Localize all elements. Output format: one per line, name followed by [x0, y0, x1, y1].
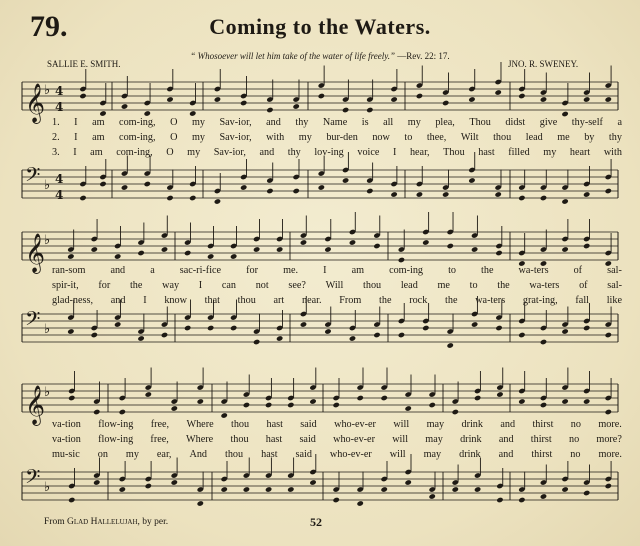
lyric-word: my: [187, 147, 201, 158]
lyric-word: with: [603, 147, 622, 158]
lyric-word: glad-ness,: [52, 295, 94, 306]
lyric-word: more.: [598, 419, 622, 430]
lyric-word: ran-som: [52, 265, 86, 276]
treble-clef-icon: 𝄞: [25, 233, 46, 273]
lyric-word: the: [445, 295, 458, 306]
lyric-word: my: [191, 132, 205, 143]
lyric-word: I: [143, 295, 147, 306]
lyric-word: flow-ing: [98, 419, 134, 430]
lyric-word: know: [164, 295, 187, 306]
lyric-word: com-ing,: [119, 117, 156, 128]
lyric-word: of: [573, 265, 583, 276]
lyric-word: no: [570, 419, 581, 430]
lyric-word: 3.: [52, 147, 60, 158]
lyric-word: can: [221, 280, 236, 291]
lyric-word: thou: [237, 295, 256, 306]
lyric-word: thy: [295, 117, 309, 128]
lyric-word: free,: [150, 434, 169, 445]
lyric-word: and: [110, 295, 126, 306]
lyric-word: give: [539, 117, 558, 128]
lyric-word: I: [392, 147, 397, 158]
lyric-word: ear,: [156, 449, 172, 460]
lyric-word: wa-ters: [475, 295, 506, 306]
lyricist-credit: SALLIE E. SMITH.: [47, 59, 121, 69]
bass-staff-system-1: [0, 164, 640, 214]
lyric-word: the: [129, 280, 143, 291]
lyric-word: am: [351, 265, 365, 276]
lyric-word: with: [266, 132, 285, 143]
lyric-word: for: [98, 280, 111, 291]
epigraph-quote: “ Whosoever will let him take of the water of life freely.”: [190, 51, 395, 61]
lyric-word: hast: [261, 449, 278, 460]
lyric-word: 2.: [52, 132, 60, 143]
lyric-word: Thou: [469, 117, 491, 128]
bass-clef-icon: 𝄢: [25, 307, 41, 335]
lyric-word: I: [323, 265, 327, 276]
lyric-word: me.: [283, 265, 299, 276]
lyric-word: grat-ing,: [522, 295, 558, 306]
lyric-line: [52, 450, 622, 460]
lyric-word: Name: [322, 117, 348, 128]
bass-staff-system-3: [0, 466, 640, 516]
lyric-word: thirst: [532, 419, 554, 430]
lyric-word: I: [74, 117, 78, 128]
lyric-word: who-ev-er: [333, 434, 375, 445]
lyric-word: thou: [230, 434, 249, 445]
lyric-word: the: [497, 280, 510, 291]
lyric-word: my: [543, 147, 557, 158]
lyric-word: lead: [525, 132, 543, 143]
lyric-word: 1.: [52, 117, 60, 128]
lyric-word: spir-it,: [52, 280, 79, 291]
source-suffix: , by per.: [137, 517, 169, 527]
lyric-word: thou: [231, 419, 250, 430]
lyric-word: thou: [363, 280, 382, 291]
lyric-word: near.: [301, 295, 322, 306]
lyric-line: [52, 281, 622, 291]
lyric-word: no: [568, 434, 580, 445]
lyric-word: didst: [505, 117, 526, 128]
lyric-word: plea,: [435, 117, 455, 128]
svg-text:4: 4: [55, 172, 64, 186]
source-credit: [44, 517, 168, 527]
lyric-word: said: [300, 419, 317, 430]
lyric-word: From: [339, 295, 362, 306]
lyric-word: Sav-ior,: [219, 132, 252, 143]
lyric-word: lead: [400, 280, 418, 291]
bass-staff-system-2: [0, 308, 640, 358]
lyric-word: thy-self: [571, 117, 603, 128]
lyric-word: who-ev-er: [329, 449, 372, 460]
lyric-word: filled: [508, 147, 530, 158]
hymn-number: 79.: [30, 10, 68, 43]
lyric-word: com-ing,: [116, 147, 153, 158]
lyric-word: all: [383, 117, 394, 128]
flat-icon: ♭: [44, 178, 51, 193]
lyric-word: and: [498, 449, 514, 460]
lyric-word: am: [90, 147, 103, 158]
lyric-word: thirst: [530, 434, 552, 445]
lyric-word: may: [426, 419, 445, 430]
lyric-word: thou: [225, 449, 244, 460]
lyric-word: O: [166, 147, 174, 158]
lyric-word: am: [92, 132, 105, 143]
lyric-word: on: [97, 449, 108, 460]
lyric-word: Sav-ior,: [213, 147, 246, 158]
lyric-word: free,: [150, 419, 170, 430]
lyric-line: [52, 296, 622, 306]
lyric-word: thy: [287, 147, 301, 158]
lyric-word: my: [125, 449, 139, 460]
lyric-word: to: [448, 265, 456, 276]
flat-icon: ♭: [44, 385, 51, 400]
epigraph-reference: —Rev. 22: 17.: [397, 51, 450, 61]
lyric-word: said: [299, 434, 316, 445]
lyric-line: [52, 435, 622, 445]
lyric-word: will: [392, 434, 409, 445]
lyric-word: Wilt: [460, 132, 479, 143]
lyric-word: sac-ri-fice: [179, 265, 222, 276]
lyric-word: I: [198, 280, 203, 291]
lyric-word: thy: [608, 132, 622, 143]
flat-icon: ♭: [44, 480, 51, 495]
lyric-word: the: [379, 295, 392, 306]
lyric-word: lov-ing: [314, 147, 344, 158]
lyric-word: Where: [186, 434, 214, 445]
lyric-word: hast: [478, 147, 495, 158]
lyric-word: com-ing: [389, 265, 424, 276]
lyric-word: flow-ing: [98, 434, 134, 445]
lyric-word: I: [73, 147, 77, 158]
lyric-word: va-tion: [52, 434, 81, 445]
lyric-word: O: [170, 132, 178, 143]
lyric-word: my: [298, 132, 312, 143]
lyric-word: a: [617, 117, 622, 128]
lyric-word: drink: [460, 434, 482, 445]
lyric-word: hear,: [409, 147, 430, 158]
lyric-word: hast: [265, 434, 283, 445]
lyric-word: va-tion: [52, 419, 81, 430]
source-title: Glad Hallelujah: [66, 517, 138, 527]
lyric-word: drink: [461, 419, 483, 430]
treble-clef-icon: 𝄞: [25, 385, 46, 425]
lyric-word: thou: [493, 132, 512, 143]
lyric-line: [52, 266, 622, 276]
lyric-word: now: [372, 132, 390, 143]
lyric-word: am: [92, 117, 105, 128]
lyric-line: [52, 420, 622, 430]
lyric-line: [52, 148, 622, 158]
lyric-word: for: [246, 265, 259, 276]
lyric-word: drink: [459, 449, 481, 460]
lyric-word: more.: [598, 449, 622, 460]
lyric-word: not: [255, 280, 269, 291]
lyric-word: thirst: [531, 449, 553, 460]
svg-text:4: 4: [55, 100, 64, 114]
lyric-word: that: [204, 295, 220, 306]
svg-text:4: 4: [55, 84, 64, 98]
lyric-word: O: [170, 117, 178, 128]
lyric-word: is: [361, 117, 369, 128]
lyric-word: no: [570, 449, 581, 460]
lyric-line: [52, 133, 622, 143]
lyric-word: said: [295, 449, 312, 460]
lyric-word: the: [481, 265, 494, 276]
lyric-word: and: [498, 434, 514, 445]
lyric-word: me: [557, 132, 570, 143]
lyric-word: and: [500, 419, 516, 430]
lyric-word: sal-: [607, 265, 622, 276]
lyric-word: like: [606, 295, 622, 306]
treble-clef-icon: 𝄞: [25, 83, 46, 123]
lyric-word: will: [393, 419, 410, 430]
lyric-word: and: [259, 147, 275, 158]
lyric-word: sal-: [607, 280, 622, 291]
flat-icon: ♭: [44, 83, 51, 98]
lyric-word: of: [579, 280, 588, 291]
lyric-word: and: [266, 117, 281, 128]
lyric-word: my: [191, 117, 205, 128]
lyric-word: mu-sic: [52, 449, 80, 460]
lyric-word: com-ing,: [119, 132, 156, 143]
lyric-word: may: [423, 449, 442, 460]
lyric-word: I: [74, 132, 78, 143]
lyric-word: will: [389, 449, 406, 460]
lyric-word: Sav-ior,: [219, 117, 252, 128]
lyric-word: voice: [357, 147, 380, 158]
lyric-word: wa-ters: [529, 280, 560, 291]
hymn-title: Coming to the Waters.: [209, 14, 431, 39]
lyric-word: to: [404, 132, 413, 143]
lyric-word: bur-den: [326, 132, 358, 143]
lyric-word: thee,: [426, 132, 447, 143]
lyric-line: [52, 118, 622, 128]
lyric-word: way: [162, 280, 180, 291]
lyric-word: my: [407, 117, 421, 128]
lyric-word: rock: [409, 295, 428, 306]
lyric-word: and: [110, 265, 126, 276]
lyric-word: hast: [266, 419, 283, 430]
lyric-word: more?: [596, 434, 622, 445]
lyric-word: Thou: [443, 147, 465, 158]
svg-text:4: 4: [55, 188, 64, 202]
lyric-word: may: [425, 434, 443, 445]
bass-clef-icon: 𝄢: [25, 163, 41, 191]
lyric-word: a: [150, 265, 155, 276]
bass-clef-icon: 𝄢: [25, 465, 41, 493]
lyric-word: art: [273, 295, 285, 306]
flat-icon: ♭: [44, 322, 51, 337]
lyric-word: Where: [186, 419, 214, 430]
lyric-word: wa-ters: [518, 265, 549, 276]
flat-icon: ♭: [44, 233, 51, 248]
composer-credit: JNO. R. SWENEY.: [508, 59, 579, 69]
page-number: 52: [310, 515, 322, 529]
lyric-word: me: [437, 280, 450, 291]
lyric-word: fall: [575, 295, 589, 306]
lyric-word: to: [469, 280, 478, 291]
lyric-word: by: [584, 132, 595, 143]
lyric-word: see?: [288, 280, 306, 291]
lyric-word: heart: [569, 147, 591, 158]
lyric-word: And: [189, 449, 208, 460]
lyric-word: who-ev-er: [334, 419, 376, 430]
source-prefix: From: [44, 517, 65, 527]
lyric-word: Will: [325, 280, 344, 291]
